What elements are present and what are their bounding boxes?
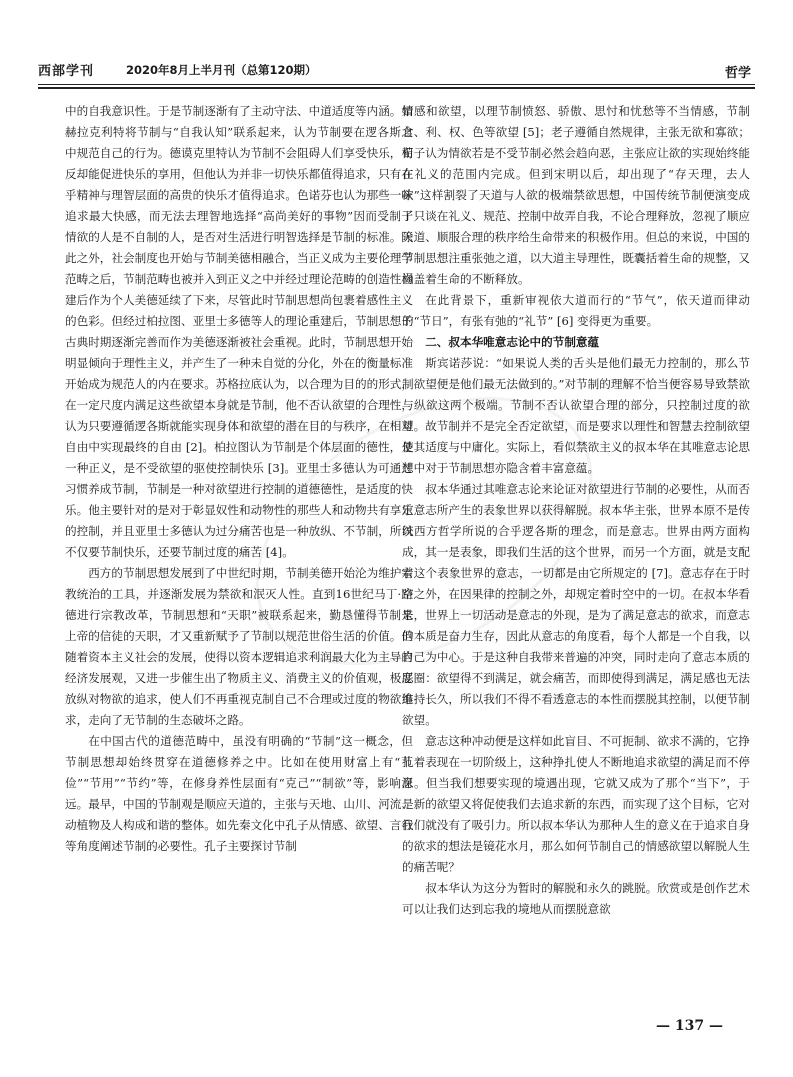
paragraph: 情感和欲望，以理节制愤怒、骄傲、思忖和忧愁等不当情感，节制食、利、权、色等欲望 [5]；老子遵循自然规律，主张无欲和寡欲；荀子认为情欲若是不受节制必然会趋向恶，主张应让欲的实现始终能在礼义的范围内完成。但到宋明以后，却出现了“存天理，去人欲”这样割裂了天道与人欲的极端禁欲思想，中国传统节制便演变成了只谈在礼义、规范、控制中故弄自我，不论合理释放，忽视了顺应天道、顺服合理的秩序给生命带来的积极作用。但总的来说，中国的节制思想注重张弛之道，以大道主导理性，既囊括着生命的规整，又涵盖着生命的不断释放。 xyxy=(402,104,750,286)
right-column xyxy=(402,101,750,920)
paragraph: 中的自我意识性。于是节制逐渐有了主动守法、中道适度等内涵。如赫拉克利特将节制与“自我认知”联系起来，认为节制要在逻各斯之中规范自己的行为。德谟克里特认为节制不会阻碍人们享受快乐，相反却能促进快乐的享用，但他认为并非一切快乐都值得追求，只有在乎精神与理智层面的高贵的快乐才值得追求。色诺芬也认为那些一味追求最大快感，而无法去理智地选择“高尚美好的事物”因而受制于情欲的人是不自制的人，是否对生活进行明智选择是节制的标准。除此之外，社会制度也开始与节制美德相融合，当正义成为主要伦理学范畴之后，节制范畴也被并入到正义之中并经过理论范畴的创造性构建后作为个人美德延续了下来，尽管此时节制思想尚包裹着感性主义的色彩。但经过柏拉图、亚里士多德等人的理论重建后，节制思想于古典时期逐渐完善而作为美德逐渐被社会重视。此时，节制思想开始明显倾向于理性主义，并产生了一种未自觉的分化，外在的衡量标准开始成为规范人的内在要求。苏格拉底认为，以合理为目的的形式，在一定尺度内满足这些欲望本身就是节制，他不否认欲望的合理性，认为只要遵循逻各斯就能实现身体和欲望的潜在目的与秩序，在相对自由中实现最终的自由 [2]。柏拉图认为节制是个体层面的德性，是一种正义，是不受欲望的驱使控制快乐 [3]。亚里士多德认为可通过习惯养成节制，节制是一种对欲望进行控制的道德德性，是适度的快乐。他主要针对的是对于彰显奴性和动物性的那些人和动物共有享乐的控制，并且亚里士多德认为过分痛苦也是一种放纵、不节制，所以不仅要节制快乐，还要节制过度的痛苦 [4]。 xyxy=(65,104,413,559)
section-label: 哲学 xyxy=(724,66,751,81)
running-header xyxy=(38,58,755,82)
page-number: — 137 — xyxy=(656,1018,723,1034)
header-rule-thick xyxy=(38,87,755,89)
paragraph: 斯宾诺莎说：“如果说人类的舌头是他们最无力控制的，那么节制欲望便是他们最无法做到的。”对节制的理解不恰当便容易导致禁欲与纵欲这两个极端。节制不否认欲望合理的部分，只控制过度的欲望。故节制并不是完全否定欲望，而是要求以理性和智慧去控制欲望使其适度与中庸化。实际上，看似禁欲主义的叔本华在其唯意志论思想中对于节制思想亦隐含着丰富意蕴。 xyxy=(402,356,750,475)
section-heading: 二、叔本华唯意志论中的节制意蕴 xyxy=(425,335,600,349)
paragraph: 西方的节制思想发展到了中世纪时期，节制美德开始沦为维护宗教统治的工具，并逐渐发展为禁欲和泯灭人性。直到16世纪马丁·路德进行宗教改革，节制思想和“天职”被联系起来，勤恳懂得节制是上帝的信徒的天职，才又重新赋予了节制以规范世俗生活的价值。但随着资本主义社会的发展，使得以资本逻辑追求利润最大化为主导的经济发展观，又进一步催生出了物质主义、消费主义的价值观，极度放纵对物欲的追求，使人们不再重视克制自己不合理或过度的物欲追求，走向了无节制的生态破坏之路。 xyxy=(65,566,413,727)
paragraph: 在中国古代的道德范畴中，虽没有明确的“节制”这一概念，但节制思想却始终贯穿在道德修养之中。比如在使用财富上有“节俭”“节用”“节约”等，在修身养性层面有“克己”“制欲”等，影响深远。最早，中国的节制观是顺应天道的，主张与天地、山川、河流、动植物及人构成和谐的整体。如先秦文化中孔子从情感、欲望、言行等角度阐述节制的必要性。孔子主要探讨节制 xyxy=(65,734,413,853)
journal-title: 西部学刊 xyxy=(38,64,95,79)
paragraph: 在此背景下，重新审视依大道而行的“节气”，依天道而律动的“节日”，有张有弛的“礼节” [6] 变得更为重要。 xyxy=(402,293,750,328)
paragraph: 叔本华认为这分为暂时的解脱和永久的跳脱。欣赏或是创作艺术可以让我们达到忘我的境地从而摆脱意欲 xyxy=(402,881,750,916)
paragraph: 意志这种冲动便是这样如此盲目、不可扼制、欲求不满的，它挣扎着表现在一切阶级上，这种挣扎使人不断地追求欲望的满足而不停息。但当我们想要实现的境遇出现，它就又成为了那个“当下”，于是新的欲望又将促使我们去追求新的东西，而实现了这个目标，它对我们就没有了吸引力。所以叔本华认为那种人生的意义在于追求自身的欲求的想法是镜花水月，那么如何节制自己的情感欲望以解脱人生的痛苦呢？ xyxy=(402,734,750,874)
paragraph: 叔本华通过其唯意志论来论证对欲望进行节制的必要性，从而否定意志所产生的表象世界以获得解脱。叔本华主张，世界本原不是传统西方哲学所说的合乎逻各斯的理念，而是意志。世界由两方面构成，其一是表象，即我们生活的这个世界，而另一个方面，就是支配着这个表象世界的意志，一切都是由它所规定的 [7]。意志存在于时空之外，在因果律的控制之外，却规定着时空中的一切。在叔本华看来，世界上一切活动是意志的外现，是为了满足意志的欲求，而意志的本质是奋力生存，因此从意志的角度看，每个人都是一个自我，以自己为中心。于是这种自我带来普遍的冲突，同时走向了意志本质的恶圈：欲望得不到满足，就会痛苦，而即使得到满足，满足感也无法维持长久，所以我们不得不看透意志的本性而摆脱其控制，以便节制欲望。 xyxy=(402,482,750,727)
header-rule-thin xyxy=(38,84,755,85)
issue-info: 2020年8月上半月刊（总第120期） xyxy=(126,63,317,77)
left-column xyxy=(65,101,413,857)
